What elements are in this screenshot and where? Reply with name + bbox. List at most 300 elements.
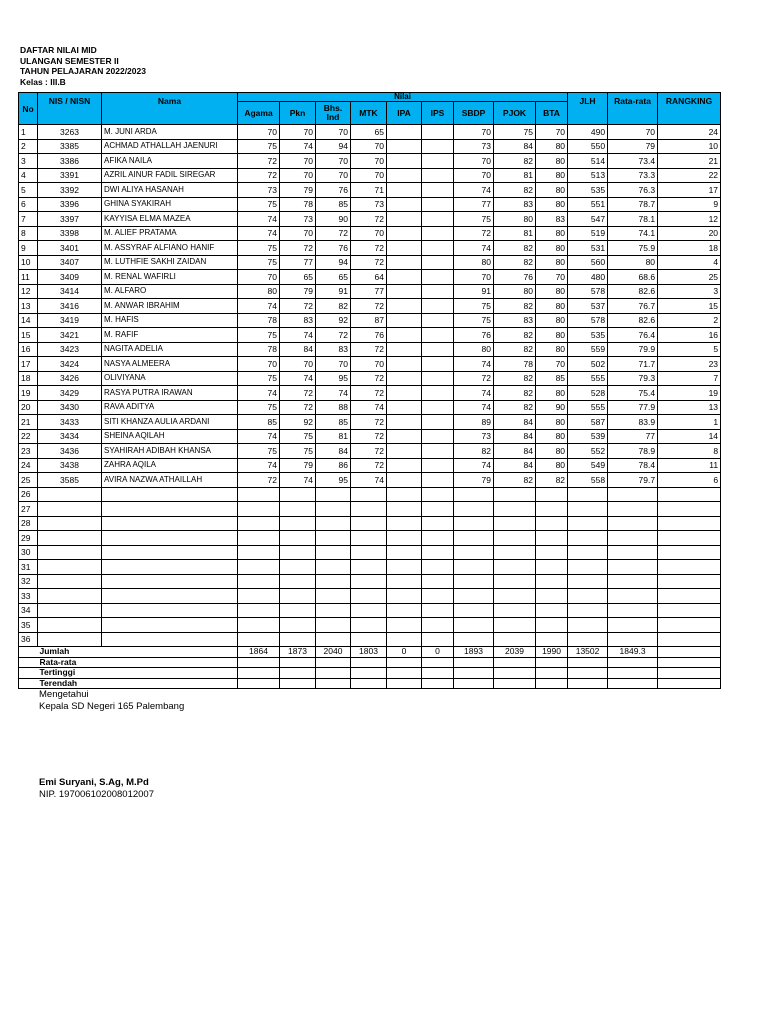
cell-bta: 80 [536,197,568,212]
col-no: No [19,93,38,125]
cell-sbdp: 76 [454,328,494,343]
cell-pkn [280,574,316,589]
cell-jlh: 531 [568,241,608,256]
summary-ips [422,668,454,679]
cell-bhs [316,516,351,531]
cell-sbdp [454,531,494,546]
cell-bta: 70 [536,270,568,285]
cell-pkn: 92 [280,415,316,430]
cell-nama [102,632,238,647]
cell-nama: M. RENAL WAFIRLI [102,270,238,285]
cell-pjok: 84 [494,444,536,459]
table-row [19,328,721,343]
cell-jlh: 555 [568,400,608,415]
cell-pkn: 65 [280,270,316,285]
cell-bhs [316,560,351,575]
cell-no: 32 [19,574,38,589]
cell-nis: 3407 [38,255,102,270]
cell-no: 18 [19,371,38,386]
cell-nis [38,589,102,604]
cell-ipa [387,531,422,546]
cell-ips [422,574,454,589]
acknowledgement [39,689,184,713]
cell-nama [102,560,238,575]
summary-bta [536,668,568,679]
cell-nama [102,603,238,618]
cell-jlh: 535 [568,328,608,343]
cell-no: 9 [19,241,38,256]
cell-nis: 3401 [38,241,102,256]
cell-bhs [316,531,351,546]
table-row [19,603,721,618]
table-row [19,313,721,328]
cell-ips [422,197,454,212]
cell-agama: 70 [238,125,280,140]
summary-bhs [316,668,351,679]
cell-rata: 83.9 [608,415,658,430]
table-row [19,632,721,647]
cell-sbdp: 75 [454,212,494,227]
cell-pkn [280,560,316,575]
cell-nis: 3416 [38,299,102,314]
cell-no: 31 [19,560,38,575]
cell-sbdp [454,589,494,604]
cell-jlh [568,516,608,531]
cell-nis: 3392 [38,183,102,198]
col-bhs-line1: Bhs. [323,103,343,113]
summary-mtk: 1803 [351,647,387,658]
cell-agama [238,618,280,633]
cell-ipa [387,603,422,618]
table-row [19,458,721,473]
cell-sbdp: 70 [454,270,494,285]
cell-nama: SITI KHANZA AULIA ARDANI [102,415,238,430]
cell-pjok: 82 [494,255,536,270]
cell-ipa [387,183,422,198]
cell-no: 11 [19,270,38,285]
cell-bhs: 95 [316,473,351,488]
cell-jlh [568,487,608,502]
cell-jlh: 578 [568,313,608,328]
cell-ips [422,154,454,169]
cell-nis: 3585 [38,473,102,488]
cell-ips [422,429,454,444]
cell-rank: 3 [658,284,721,299]
cell-pjok: 84 [494,139,536,154]
cell-rank [658,560,721,575]
cell-mtk: 72 [351,241,387,256]
summary-pjok [494,668,536,679]
cell-mtk: 72 [351,415,387,430]
cell-pjok: 82 [494,473,536,488]
cell-bhs: 70 [316,168,351,183]
cell-bhs [316,589,351,604]
cell-pkn: 75 [280,429,316,444]
cell-sbdp [454,560,494,575]
cell-nis [38,502,102,517]
col-mtk: MTK [351,102,387,125]
cell-pjok: 82 [494,400,536,415]
cell-bhs [316,574,351,589]
cell-bhs [316,632,351,647]
summary-spacer [19,657,38,668]
cell-mtk: 70 [351,226,387,241]
cell-ipa [387,400,422,415]
cell-ips [422,618,454,633]
cell-agama [238,560,280,575]
summary-row [19,647,721,658]
cell-bta [536,545,568,560]
col-agama: Agama [238,102,280,125]
cell-bta: 83 [536,212,568,227]
summary-bta: 1990 [536,647,568,658]
cell-rank: 16 [658,328,721,343]
cell-nis: 3429 [38,386,102,401]
table-row [19,241,721,256]
cell-nama: M. ALFARO [102,284,238,299]
cell-rata: 80 [608,255,658,270]
cell-agama [238,516,280,531]
cell-sbdp [454,618,494,633]
cell-bhs: 72 [316,226,351,241]
cell-bta: 80 [536,444,568,459]
cell-nama: M. ALIEF PRATAMA [102,226,238,241]
cell-ips [422,386,454,401]
cell-agama: 75 [238,328,280,343]
summary-mtk [351,657,387,668]
cell-jlh: 537 [568,299,608,314]
cell-jlh [568,603,608,618]
cell-bta: 80 [536,458,568,473]
cell-ipa [387,487,422,502]
cell-ipa [387,168,422,183]
cell-pjok: 82 [494,183,536,198]
cell-ipa [387,299,422,314]
cell-sbdp: 80 [454,342,494,357]
cell-sbdp: 74 [454,458,494,473]
cell-ipa [387,357,422,372]
cell-ipa [387,386,422,401]
summary-sbdp [454,668,494,679]
cell-agama [238,632,280,647]
cell-ipa [387,560,422,575]
cell-bhs [316,502,351,517]
cell-nama: RASYA PUTRA IRAWAN [102,386,238,401]
cell-bta: 70 [536,357,568,372]
cell-bta: 80 [536,429,568,444]
cell-nis [38,531,102,546]
cell-bta: 80 [536,226,568,241]
cell-jlh: 587 [568,415,608,430]
col-jlh: JLH [568,93,608,125]
cell-mtk: 74 [351,473,387,488]
cell-rata: 78.7 [608,197,658,212]
cell-pkn: 70 [280,357,316,372]
signatory [39,777,154,801]
cell-nama [102,545,238,560]
cell-bhs: 94 [316,255,351,270]
cell-ipa [387,589,422,604]
table-row [19,531,721,546]
cell-sbdp: 70 [454,168,494,183]
cell-ipa [387,241,422,256]
cell-nis: 3397 [38,212,102,227]
cell-sbdp: 75 [454,313,494,328]
cell-nis [38,516,102,531]
table-row [19,299,721,314]
cell-nama [102,487,238,502]
cell-agama: 74 [238,429,280,444]
summary-agama [238,657,280,668]
cell-jlh [568,502,608,517]
cell-pjok [494,632,536,647]
cell-sbdp: 73 [454,429,494,444]
col-pkn: Pkn [280,102,316,125]
cell-jlh [568,560,608,575]
cell-no: 26 [19,487,38,502]
cell-nama: KAYYISA ELMA MAZEA [102,212,238,227]
cell-rata [608,502,658,517]
table-row [19,618,721,633]
summary-jlh [568,657,608,668]
cell-no: 16 [19,342,38,357]
cell-rank [658,574,721,589]
cell-pjok: 83 [494,197,536,212]
cell-jlh [568,618,608,633]
cell-nis [38,632,102,647]
cell-mtk: 64 [351,270,387,285]
summary-jlh [568,678,608,689]
cell-ips [422,357,454,372]
cell-mtk: 72 [351,386,387,401]
cell-rank: 5 [658,342,721,357]
cell-sbdp [454,632,494,647]
cell-bhs: 82 [316,299,351,314]
cell-rank: 10 [658,139,721,154]
col-ips: IPS [422,102,454,125]
cell-sbdp: 75 [454,299,494,314]
cell-rata [608,589,658,604]
summary-ips [422,678,454,689]
cell-nis: 3426 [38,371,102,386]
cell-mtk: 72 [351,429,387,444]
cell-bhs: 70 [316,125,351,140]
cell-jlh [568,589,608,604]
summary-label: Rata-rata [38,657,238,668]
summary-spacer [19,668,38,679]
cell-jlh: 513 [568,168,608,183]
cell-mtk [351,502,387,517]
cell-ips [422,183,454,198]
cell-ipa [387,212,422,227]
cell-rata: 78.9 [608,444,658,459]
col-sbdp: SBDP [454,102,494,125]
cell-rank: 12 [658,212,721,227]
cell-mtk: 70 [351,357,387,372]
cell-rank: 13 [658,400,721,415]
table-row [19,125,721,140]
cell-nis [38,560,102,575]
summary-rata [608,678,658,689]
cell-pjok: 80 [494,212,536,227]
cell-sbdp: 72 [454,371,494,386]
cell-nis: 3419 [38,313,102,328]
col-bta: BTA [536,102,568,125]
cell-pkn [280,531,316,546]
cell-pjok: 81 [494,168,536,183]
table-body [19,125,721,647]
summary-agama: 1864 [238,647,280,658]
cell-pkn: 79 [280,183,316,198]
cell-pjok: 81 [494,226,536,241]
cell-jlh: 551 [568,197,608,212]
cell-bhs: 90 [316,212,351,227]
cell-pjok: 82 [494,328,536,343]
cell-rata: 77 [608,429,658,444]
cell-mtk: 74 [351,400,387,415]
cell-mtk: 71 [351,183,387,198]
cell-ips [422,168,454,183]
cell-bhs [316,603,351,618]
summary-pjok [494,678,536,689]
cell-ipa [387,342,422,357]
cell-rank [658,618,721,633]
summary-ipa [387,678,422,689]
cell-jlh: 559 [568,342,608,357]
col-bhs [316,102,351,125]
cell-bhs: 86 [316,458,351,473]
summary-mtk [351,678,387,689]
cell-sbdp [454,545,494,560]
cell-pjok [494,618,536,633]
table-row [19,473,721,488]
cell-ipa [387,255,422,270]
summary-pkn [280,678,316,689]
cell-rata: 76.3 [608,183,658,198]
cell-agama: 72 [238,168,280,183]
summary-sbdp: 1893 [454,647,494,658]
cell-bta [536,560,568,575]
cell-rata: 79.7 [608,473,658,488]
cell-no: 13 [19,299,38,314]
cell-jlh: 502 [568,357,608,372]
cell-rata: 77.9 [608,400,658,415]
table-row [19,270,721,285]
summary-agama [238,668,280,679]
cell-pkn [280,487,316,502]
table-row [19,197,721,212]
cell-pjok [494,545,536,560]
cell-sbdp [454,487,494,502]
cell-rank: 11 [658,458,721,473]
summary-bhs [316,657,351,668]
cell-pkn: 74 [280,328,316,343]
cell-ipa [387,328,422,343]
cell-bta: 80 [536,299,568,314]
cell-bhs [316,618,351,633]
cell-nis [38,603,102,618]
cell-pjok [494,502,536,517]
cell-pjok [494,487,536,502]
cell-bta: 80 [536,255,568,270]
summary-ips [422,657,454,668]
cell-rata: 71.7 [608,357,658,372]
cell-rata: 75.9 [608,241,658,256]
cell-nis: 3398 [38,226,102,241]
cell-ips [422,299,454,314]
cell-no: 34 [19,603,38,618]
cell-rata: 78.4 [608,458,658,473]
table-row [19,154,721,169]
cell-nama: M. HAFIS [102,313,238,328]
cell-ips [422,531,454,546]
cell-nis: 3391 [38,168,102,183]
cell-no: 6 [19,197,38,212]
cell-rata: 73.4 [608,154,658,169]
cell-jlh: 539 [568,429,608,444]
cell-pkn: 72 [280,299,316,314]
cell-nis: 3438 [38,458,102,473]
cell-sbdp: 74 [454,357,494,372]
cell-no: 3 [19,154,38,169]
summary-pjok [494,657,536,668]
cell-agama [238,574,280,589]
cell-no: 19 [19,386,38,401]
cell-bta: 80 [536,328,568,343]
summary-rank [658,668,721,679]
summary-agama [238,678,280,689]
cell-agama: 80 [238,284,280,299]
summary-rata: 1849.3 [608,647,658,658]
cell-ips [422,632,454,647]
summary-bhs [316,678,351,689]
summary-rata [608,668,658,679]
cell-rank [658,545,721,560]
cell-rank: 19 [658,386,721,401]
table-row [19,342,721,357]
cell-no: 12 [19,284,38,299]
cell-jlh: 552 [568,444,608,459]
cell-bhs [316,487,351,502]
cell-ips [422,400,454,415]
cell-jlh [568,531,608,546]
cell-rank: 25 [658,270,721,285]
cell-agama: 70 [238,357,280,372]
cell-rank: 7 [658,371,721,386]
cell-agama: 78 [238,342,280,357]
cell-ipa [387,371,422,386]
cell-nama: M. RAFIF [102,328,238,343]
cell-pkn: 79 [280,458,316,473]
cell-nama: ACHMAD ATHALLAH JAENURI [102,139,238,154]
cell-no: 10 [19,255,38,270]
cell-mtk: 72 [351,212,387,227]
cell-pkn: 79 [280,284,316,299]
cell-rata: 79.9 [608,342,658,357]
cell-pjok [494,603,536,618]
cell-rata [608,545,658,560]
cell-pkn: 77 [280,255,316,270]
summary-ipa [387,657,422,668]
cell-agama: 72 [238,154,280,169]
cell-ipa [387,618,422,633]
cell-rata: 79.3 [608,371,658,386]
cell-pkn: 70 [280,154,316,169]
grade-table [18,92,721,689]
cell-jlh: 549 [568,458,608,473]
cell-no: 33 [19,589,38,604]
cell-sbdp: 70 [454,154,494,169]
